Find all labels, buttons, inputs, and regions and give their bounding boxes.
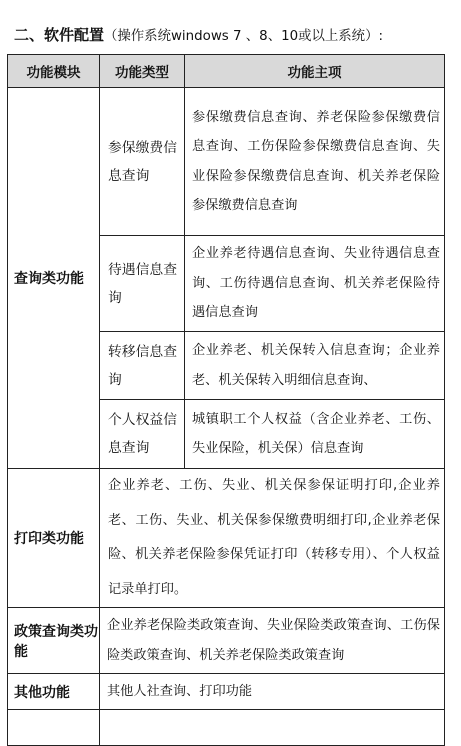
table-row — [8, 469, 445, 608]
items-cell: 参保缴费信息查询、养老保险参保缴费信息查询、工伤保险参保缴费信息查询、失业保险参保缴费信息查询、机关养老保险参保缴费信息查询 — [185, 88, 445, 236]
header-items: 功能主项 — [185, 55, 445, 88]
type-cell: 参保缴费信息查询 — [100, 88, 185, 236]
module-other: 其他功能 — [8, 674, 100, 710]
table-row — [8, 608, 445, 674]
type-cell: 个人权益信息查询 — [100, 400, 185, 469]
empty-cell — [100, 710, 445, 746]
module-query: 查询类功能 — [8, 88, 100, 469]
section-heading — [14, 22, 461, 48]
policy-items-cell: 企业养老保险类政策查询、失业保险类政策查询、工伤保险类政策查询、机关养老保险类政策查询 — [100, 608, 445, 674]
software-config-table — [7, 54, 445, 746]
type-cell: 待遇信息查询 — [100, 236, 185, 332]
module-policy: 政策查询类功能 — [8, 608, 100, 674]
table-header-row — [8, 55, 445, 88]
items-cell: 企业养老待遇信息查询、失业待遇信息查询、工伤待遇信息查询、机关养老保险待遇信息查询 — [185, 236, 445, 332]
header-module: 功能模块 — [8, 55, 100, 88]
items-cell: 企业养老、机关保转入信息查询；企业养老、机关保转入明细信息查询、 — [185, 332, 445, 400]
section-title: 二、软件配置 — [14, 26, 105, 44]
print-items-cell: 企业养老、工伤、失业、机关保参保证明打印,企业养老、工伤、失业、机关保参保缴费明细打印,企业养老保险、机关养老保险参保凭证打印（转移专用）、个人权益记录单打印。 — [100, 469, 445, 608]
items-cell: 城镇职工个人权益（含企业养老、工伤、失业保险，机关保）信息查询 — [185, 400, 445, 469]
type-cell: 转移信息查询 — [100, 332, 185, 400]
os-requirement-note: （操作系统windows 7 、8、10或以上系统）: — [104, 29, 383, 44]
table-row — [8, 88, 445, 236]
header-type: 功能类型 — [100, 55, 185, 88]
module-print: 打印类功能 — [8, 469, 100, 608]
table-row — [8, 674, 445, 710]
other-items-cell: 其他人社查询、打印功能 — [100, 674, 445, 710]
empty-cell — [8, 710, 100, 746]
empty-row — [8, 710, 445, 746]
